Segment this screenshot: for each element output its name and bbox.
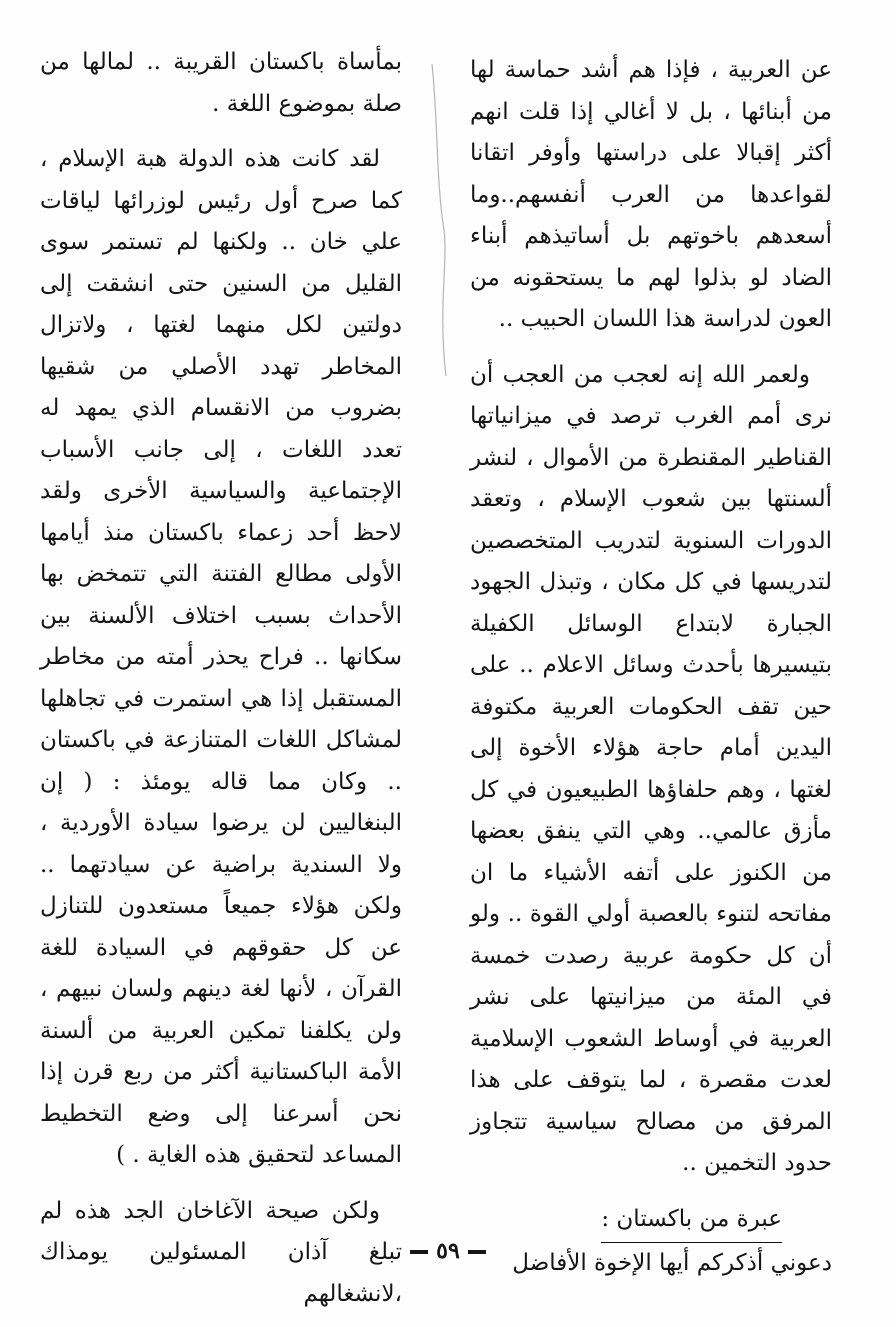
right-paragraph-1: عن العربية ، فإذا هم أشد حماسة لها من أبنائها ، بل لا أغالي إذا قلت انهم أكثر إقبالا على دراستها وأوفر اتقانا لقواعدها من العرب أنفسهم..وما أسعدهم باخوتهم بل أساتيذهم أبناء الضاد لو بذلوا لهم ما يستحقونه من العون لدراسة هذا اللسان الحبيب .. — [470, 57, 832, 332]
left-paragraph-2: لقد كانت هذه الدولة هبة الإسلام ، كما صرح أول رئيس لوزرائها لياقات علي خان .. ولكنها لم تستمر سوى القليل من السنين حتى انشقت إلى دولتين لكل منهما لغتها ، ولاتزال المخاطر تهدد الأصلي من شقيها بضروب من الانقسام الذي يمهد له تعدد اللغات ، إلى جانب الأسباب الإجتماعية والسياسية الأخرى ولقد لاحظ أحد زعماء باكستان منذ أيامها الأولى مطالع الفتنة التي تتمخض بها الأحداث بسبب اختلاف الألسنة بين سكانها .. فراح يحذر أمته من مخاطر المستقبل إذا هي استمرت في تجاهلها لمشاكل اللغات المتنازعة في باكستان .. وكان مما قاله يومئذ : ( إن البنغاليين لن يرضوا سيادة الأوردية ، ولا السندية براضية عن سيادتهما .. ولكن هؤلاء جميعاً مستعدون للتنازل عن كل حقوقهم في السيادة للغة القرآن ، لأنها لغة دينهم ولسان نبيهم ، ولن يكلفنا تمكين العربية من ألسنة الأمة الباكستانية أكثر من ربع قرن إذا نحن أسرعنا إلى وضع التخطيط المساعد لتحقيق هذه الغاية . ) — [40, 146, 402, 1168]
right-column — [470, 50, 832, 1285]
right-dash — [410, 1250, 428, 1254]
left-paragraph-1: بمأساة باكستان القريبة .. لمالها من صلة بموضوع اللغة . — [40, 49, 402, 117]
subheading-container — [470, 1185, 832, 1244]
margin-pen-stroke — [426, 60, 456, 380]
right-paragraph-3: دعوني أذكركم أيها الإخوة الأفاضل — [512, 1250, 832, 1276]
right-paragraph-2: ولعمر الله إنه لعجب من العجب أن نرى أمم الغرب ترصد في ميزانياتها القناطير المقنطرة من الأموال ، لنشر ألسنتها بين شعوب الإسلام ، وتعقد الدورات السنوية لتدريب المتخصصين لتدريسها في كل مكان ، وتبذل الجهود الجبارة لابتداع الوسائل الكفيلة بتيسيرها بأحدث وسائل الاعلام .. على حين تقف الحكومات العربية مكتوفة اليدين أمام حاجة هؤلاء الأخوة إلى لغتها ، وهم حلفاؤها الطبيعيون في كل مأزق عالمي.. وهي التي ينفق بعضها من الكنوز على أتفه الأشياء ما ان مفاتحه لتنوء بالعصبة أولي القوة .. ولو أن كل حكومة عربية رصدت خمسة في المئة من ميزانيتها على نشر العربية في أوساط الشعوب الإسلامية لعدت مقصرة ، لما يتوقف على هذا المرفق من مصالح سياسية تتجاوز حدود التخمين .. — [470, 361, 832, 1176]
section-subheading: عبرة من باكستان : — [601, 1199, 782, 1244]
left-dash — [468, 1250, 486, 1254]
page-number: ٥٩ — [436, 1238, 460, 1264]
page-number-footer — [0, 1238, 896, 1264]
left-paragraph-3: ولكن صيحة الآغاخان الجد هذه لم تبلغ آذان المسئولين يومذاك ،لانشغالهم — [40, 1197, 402, 1307]
left-column — [40, 42, 402, 1315]
